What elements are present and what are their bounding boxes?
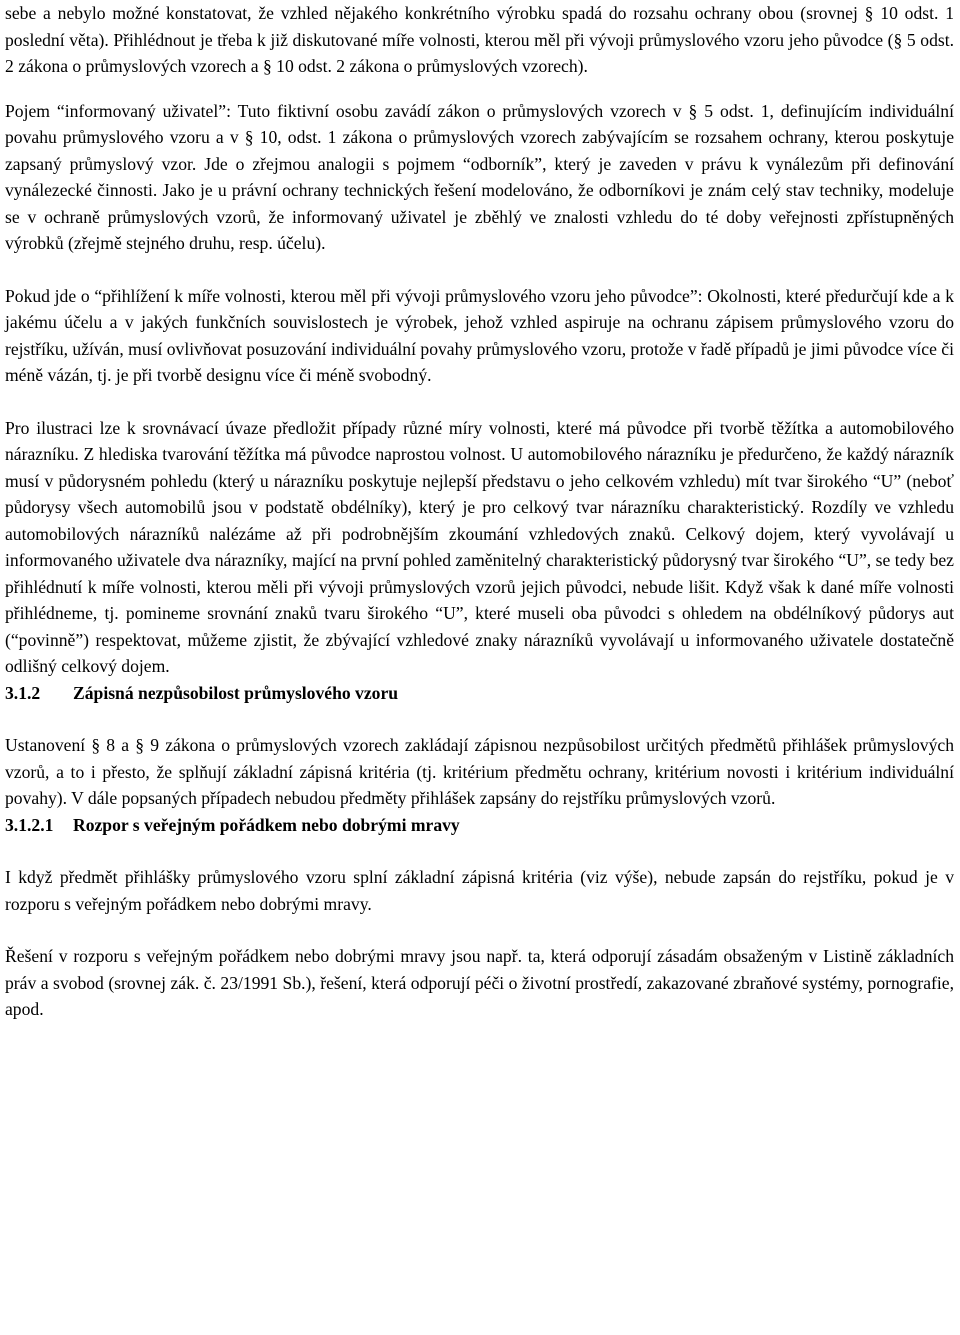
- subsection-title: Rozpor s veřejným pořádkem nebo dobrými mravy: [73, 814, 460, 835]
- paragraph-public-order: I když předmět přihlášky průmyslového vzoru splní základní zápisná kritéria (viz výše), nebude zapsán do rejstříku, pokud je v rozporu s veřejným pořádkem nebo dobrými mravy.: [5, 867, 954, 914]
- paragraph-continuation: sebe a nebylo možné konstatovat, že vzhled nějakého konkrétního výrobku spadá do rozsahu ochrany obou (srovnej § 10 odst. 1 poslední věta). Přihlédnout je třeba k již diskutované míře volnosti, kterou měl při vývoji průmyslového vzoru jeho původce (§ 5 odst. 2 zákona o průmyslových vzorech a § 10 odst. 2 zákona o průmyslových vzorech).: [5, 3, 954, 76]
- section-heading-3-1-2-1: [5, 812, 954, 839]
- subsection-number: 3.1.2.1: [5, 814, 54, 835]
- section-title: Zápisná nezpůsobilost průmyslového vzoru: [73, 682, 399, 703]
- paragraph-informed-user: Pojem “informovaný uživatel”: Tuto fiktivní osobu zavádí zákon o průmyslových vzorech v § 5 odst. 1, definujícím individuální povahu průmyslového vzoru a v § 10, odst. 1 zákona o průmyslových vzorech zabývajícím se rozsahem ochrany, kterou poskytuje zapsaný průmyslový vzor. Jde o zřejmou analogii s pojmem “odborník”, který je zaveden v právu k vynálezům při definování vynálezecké činnosti. Jako je u právní ochrany technických řešení modelováno, že odborníkovi je znám celý stav techniky, modeluje se v ochraně průmyslových vzorů, že informovaný uživatel je zběhlý ve znalosti vzhledu do té doby veřejnosti zpřístupněných výrobků (zřejmě stejného druhu, resp. účelu).: [5, 100, 954, 253]
- paragraph-registration-ineligibility: Ustanovení § 8 a § 9 zákona o průmyslových vzorech zakládají zápisnou nezpůsobilost určitých předmětů přihlášek průmyslových vzorů, a to i přesto, že splňují základní zápisná kritéria (tj. kritérium předmětu ochrany, kritérium novosti i kritérium individuální povahy). V dále popsaných případech nebudou předměty přihlášek zapsány do rejstříku průmyslových vzorů.: [5, 735, 954, 808]
- section-number: 3.1.2: [5, 682, 41, 703]
- section-heading-3-1-2: [5, 680, 954, 707]
- paragraph-public-order-examples: Řešení v rozporu s veřejným pořádkem nebo dobrými mravy jsou např. ta, která odporují zásadám obsaženým v Listině základních práv a svobod (srovnej zák. č. 23/1991 Sb.), řešení, která odporují péči o životní prostředí, zakazované zbraňové systémy, pornografie, apod.: [5, 946, 954, 1019]
- paragraph-illustration: Pro ilustraci lze k srovnávací úvaze předložit případy různé míry volnosti, které má původce při tvorbě těžítka a automobilového nárazníku. Z hlediska tvarování těžítka má původce naprostou volnost. U automobilového nárazníku je předurčeno, že každý nárazník musí v půdorysném pohledu (který u nárazníku poskytuje nejlepší představu o jeho celkovém vzhledu) mít tvar širokého “U” (neboť půdorysy všech automobilů jsou v podstatě obdélníky), který je pro celkový tvar nárazníku charakteristický. Rozdíly ve vzhledu automobilových nárazníků nalézáme až při podrobnějším zkoumání vzhledových znaků. Celkový dojem, který vyvolávají u informovaného uživatele dva nárazníky, mající na první pohled zaměnitelný charakteristický půdorysný tvar širokého “U”, se tedy bez přihlédnutí k míře volnosti, kterou měli při vývoji průmyslových vzorů jejich původci, nebude lišit. Když však k dané míře volnosti přihlédneme, tj. pomineme srovnání znaků tvaru širokého “U”, které museli oba původci s ohledem na obdélníkový půdorys aut (“povinně”) respektovat, můžeme zjistit, že zbývající vzhledové znaky nárazníků vyvolávají u informovaného uživatele dostatečně odlišný celkový dojem.: [5, 417, 954, 676]
- paragraph-degree-of-freedom: Pokud jde o “přihlížení k míře volnosti, kterou měl při vývoji průmyslového vzoru jeho původce”: Okolnosti, které předurčují kde a k jakému účelu a v jakých funkčních souvislostech je výrobek, jehož vzhled aspiruje na ochranu zápisem průmyslového vzoru do rejstříku, užíván, musí ovlivňovat posuzování individuální povahy průmyslového vzoru, protože v řadě případů je jimi původce více či méně vázán, tj. je při tvorbě designu více či méně svobodný.: [5, 285, 954, 385]
